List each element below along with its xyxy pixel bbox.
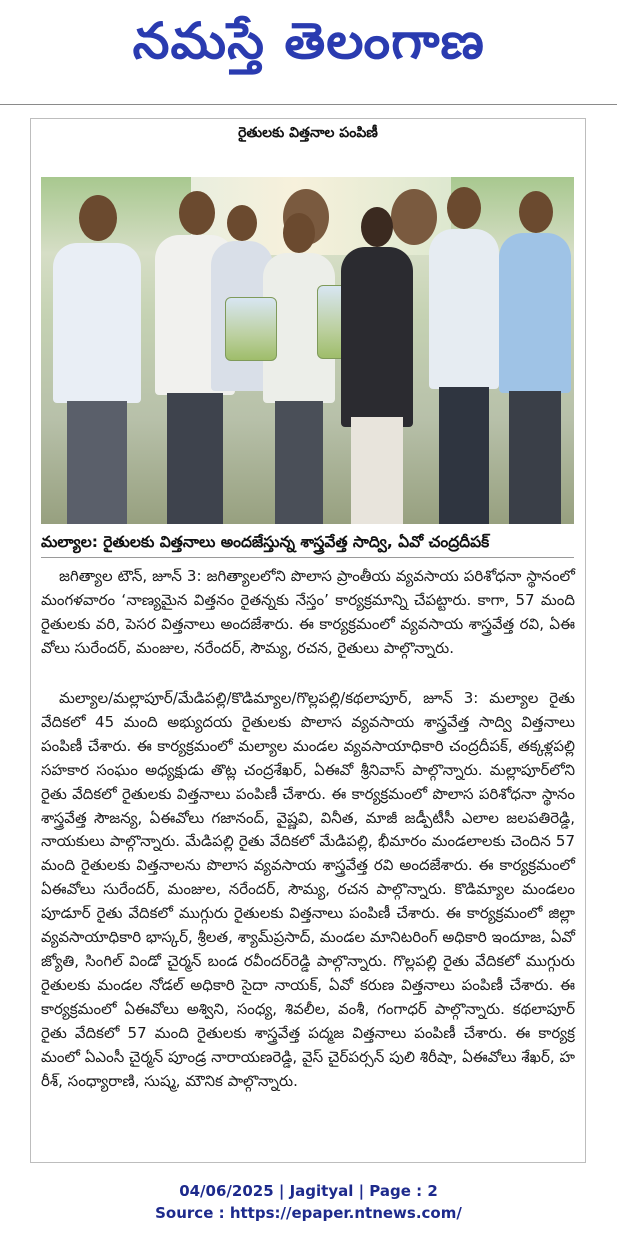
photo-person bbox=[341, 207, 413, 524]
article-paragraph: జగిత్యాల టౌన్, జూన్ 3: జగిత్యాలలోని పొలాస ప్రాంతీయ వ్యవసాయ పరిశోధనా స్థానంలో మంగళవారం ‘నాణ్యమైన విత్తనం రైతన్నకు నేస్తం’ కార్యక్రమాన్ని చేపట్టారు. కాగా, 57 మంది రైతులకు వరి, పెసర విత్తనాలు అందజేశారు. ఈ కార్యక్రమంలో వ్యవసాయ శాస్త్రవేత్త రవి, ఏఈవోలు సురేందర్, మంజుల, నరేందర్, సౌమ్య, రచన, రైతులు పాల్గొన్నారు. bbox=[41, 567, 575, 657]
photo-person bbox=[427, 187, 501, 524]
caption-divider bbox=[41, 557, 574, 558]
photo-caption: మల్యాల: రైతులకు విత్తనాలు అందజేస్తున్న శాస్త్రవేత్త సాద్వి, ఏవో చంద్రదీపక్ bbox=[41, 533, 490, 551]
photo-person bbox=[261, 213, 337, 524]
footer-source: Source : https://epaper.ntnews.com/ bbox=[155, 1204, 462, 1222]
article-clipping bbox=[30, 118, 586, 1163]
masthead bbox=[0, 0, 617, 95]
article-paragraph: మల్యాల/మల్లాపూర్/మేడిపల్లి/కొడిమ్యాల/గొల్లపల్లి/కథలాపూర్, జూన్ 3: మల్యాల రైతు వేదికలో 45 మంది అభ్యుదయ రైతులకు పొలాస వ్యవసాయ శాస్త్రవేత్త సాద్వి విత్తనాలు పంపిణీ చేశారు. ఈ కార్యక్రమంలో మల్యాల మండల వ్యవసాయాధికారి చంద్రదీపక్, తక్కళ్లపల్లి సహకార సంఘం అధ్యక్షుడు తొట్ల చంద్రశేఖర్, ఏఈవో శ్రీనివాస్ పాల్గొన్నారు. మల్లాపూర్‌లోని రైతు వేదికలో రైతులకు విత్తనాలు పంపిణీ చేశారు. ఈ కార్యక్రమంలో పొలాస పరిశోధనా స్థానం శాస్త్రవేత్త సౌజన్య, ఏఈవోలు గజానంద్, వైష్ణవి, వినీత, మాజీ జడ్పీటీసీ ఎలాల జలపతిరెడ్డి, నాయకులు పాల్గొన్నారు. మేడిపల్లి రైతు వేదికలో మేడిపల్లి, భీమారం మండలాలకు చెందిన 57 మంది రైతులకు విత్తనాలను పొలాస వ్యవసాయ శాస్త్రవేత్త రవి అందజేశారు. ఈ కార్యక్రమంలో ఏఈవోలు సురేందర్, మంజుల, నరేందర్, సౌమ్య, రచన పాల్గొన్నారు. కొడిమ్యాల మండలం పూడూర్ రైతు వేదికలో ముగ్గురు రైతులకు విత్తనాలు పంపిణీ చేశారు. ఈ కార్యక్రమంలో జిల్లా వ్యవసాయాధికారి భాస్కర్, శ్రీలత, శ్యామ్‌ప్రసాద్, మండల మానిటరింగ్ అధికారి ఇందూజ, ఏవో జ్యోతి, సింగిల్ విండో చైర్మన్ బండ రవీందర్‌రెడ్డి పాల్గొన్నారు. గొల్లపల్లి రైతు వేదికలో ముగ్గురు రైతులకు మండల నోడల్ అధికారి సైదా నాయక్, ఏవో కరుణ విత్తనాలు పంపిణీ చేశారు. ఈ కార్యక్రమంలో ఏఈవోలు అశ్విని, సంధ్య, శివలీల, వంశీ, గంగాధర్ పాల్గొన్నారు. కథలాపూర్ రైతు వేదికలో 57 మంది రైతులకు శాస్త్రవేత్త పద్మజ విత్తనాలు పంపిణీ చేశారు. ఈ కార్యక్రమంలో ఏఎంసీ చైర్మన్ పూండ్ర నారాయణరెడ్డి, వైస్ చైర్‌పర్సన్ పులి శిరీషా, ఏఈవోలు శేఖర్, హరీశ్, సంధ్యారాణి, సుష్మ, మౌనిక పాల్గొన్నారు. bbox=[41, 689, 575, 1090]
newspaper-name: నమస్తే తెలంగాణ bbox=[132, 12, 485, 70]
seed-bag bbox=[225, 297, 277, 361]
masthead-divider bbox=[0, 104, 617, 105]
photo-person bbox=[497, 191, 573, 524]
article-headline: రైతులకు విత్తనాల పంపిణీ bbox=[238, 125, 378, 141]
article-photo bbox=[41, 177, 574, 524]
footer-dateline: 04/06/2025 | Jagityal | Page : 2 bbox=[179, 1182, 438, 1200]
photo-person bbox=[49, 195, 145, 524]
